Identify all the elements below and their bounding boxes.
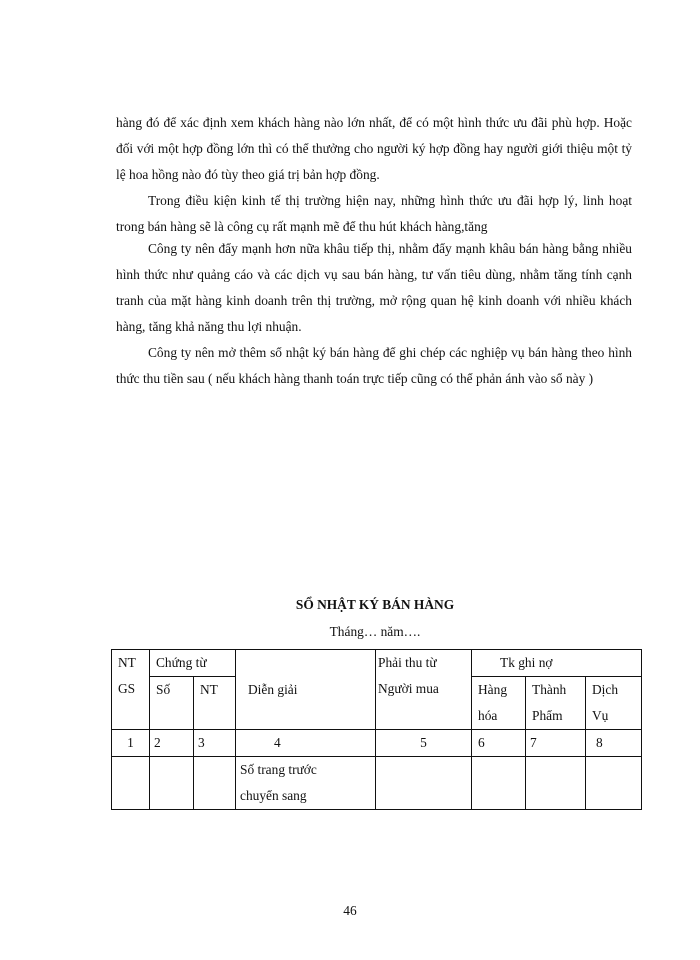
cell-empty <box>112 757 150 810</box>
cell-empty <box>526 757 586 810</box>
cell-empty <box>376 757 472 810</box>
paragraph-2: Trong điều kiện kinh tế thị trường hiện nay, những hình thức ưu đãi hợp lý, linh hoạt trong bán hàng sẽ là công cụ rất mạnh mẽ để thu hút khách hàng,tăng <box>116 193 632 234</box>
page-number: 46 <box>343 903 357 918</box>
column-number: 4 <box>236 730 376 757</box>
header-dich-vu-top: Dịch <box>592 682 619 697</box>
cell-empty <box>150 757 194 810</box>
column-number: 6 <box>472 730 526 757</box>
header-phai-thu <box>376 650 472 730</box>
paragraph-4: Công ty nên mở thêm sổ nhật ký bán hàng để ghi chép các nghiệp vụ bán hàng theo hình thức thu tiền sau ( nếu khách hàng thanh toán trực tiếp cũng có thể phản ánh vào sổ này ) <box>116 345 632 386</box>
cell-empty <box>194 757 236 810</box>
header-phai-thu-top: Phải thu từ <box>378 655 437 670</box>
header-phai-thu-bottom: Người mua <box>378 681 439 696</box>
column-number: 5 <box>376 730 472 757</box>
cell-dien-giai <box>236 757 376 810</box>
header-thanh-pham <box>526 677 586 730</box>
column-number: 8 <box>586 730 642 757</box>
header-chung-tu: Chứng từ <box>150 650 236 677</box>
column-number: 2 <box>150 730 194 757</box>
cell-empty <box>586 757 642 810</box>
carried-forward-line-1: Số trang trước <box>240 762 317 777</box>
header-hang-hoa <box>472 677 526 730</box>
header-tk-ghi-no: Tk ghi nợ <box>472 650 642 677</box>
header-nt: NT <box>194 677 236 730</box>
column-number: 3 <box>194 730 236 757</box>
header-dich-vu <box>586 677 642 730</box>
cell-empty <box>472 757 526 810</box>
header-nt-gs-top: NT <box>118 655 136 670</box>
header-nt-gs-bottom: GS <box>118 681 136 696</box>
header-thanh-pham-bottom: Phẩm <box>532 708 563 723</box>
sales-journal-table <box>111 649 642 810</box>
header-row-1 <box>112 650 642 677</box>
table-row <box>112 757 642 810</box>
column-number: 1 <box>112 730 150 757</box>
header-so: Số <box>150 677 194 730</box>
header-hang-hoa-bottom: hóa <box>478 708 498 723</box>
column-number-row <box>112 730 642 757</box>
header-dien-giai: Diễn giải <box>236 650 376 730</box>
header-nt-gs <box>112 650 150 730</box>
paragraph-3: Công ty nên đẩy mạnh hơn nữa khâu tiếp thị, nhằm đẩy mạnh khâu bán hàng bằng nhiều hình thức như quảng cáo và các dịch vụ sau bán hàng, tư vấn tiêu dùng, nhằm tăng tính cạnh tranh của mặt hàng kinh doanh trên thị trường, mở rộng quan hệ kinh doanh với nhiều khách hàng, tăng khả năng thu lợi nhuận. <box>116 241 632 334</box>
ledger-subtitle: Tháng… năm…. <box>329 624 421 639</box>
header-thanh-pham-top: Thành <box>532 682 567 697</box>
carried-forward-line-2: chuyển sang <box>240 788 307 803</box>
column-number: 7 <box>526 730 586 757</box>
header-dich-vu-bottom: Vụ <box>592 708 609 723</box>
paragraph-1: hàng đó để xác định xem khách hàng nào lớn nhất, để có một hình thức ưu đãi phù hợp. Hoặc đối với một hợp đồng lớn thì có thể thưởng cho người ký hợp đồng hay người giới thiệu một tỷ lệ hoa hồng nào đó tùy theo giá trị bản hợp đồng. <box>116 115 632 182</box>
header-hang-hoa-top: Hàng <box>478 682 508 697</box>
ledger-title: SỔ NHẬT KÝ BÁN HÀNG <box>295 597 455 612</box>
